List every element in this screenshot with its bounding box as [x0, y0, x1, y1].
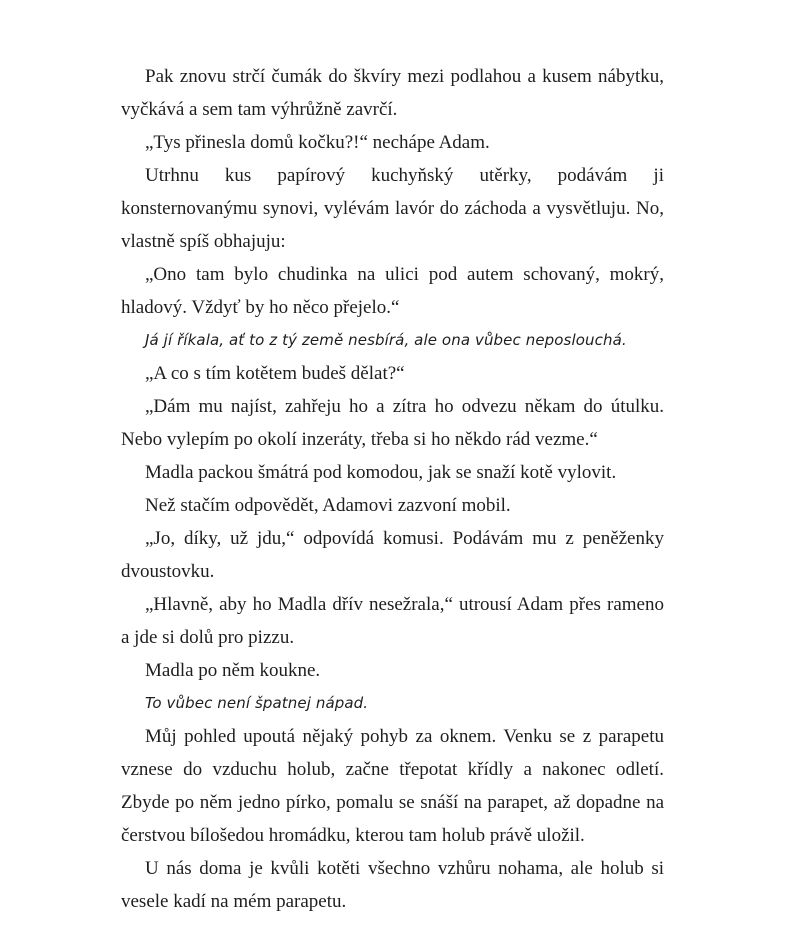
paragraph: Madla po něm koukne. — [145, 660, 321, 681]
paragraph: Než stačím odpovědět, Adamovi zazvoní mobil. — [145, 495, 511, 516]
paragraph: Utrhnu kus papírový kuchyňský utěrky, podávám ji konsternovanýmu synovi, vylévám lavór do záchoda a vysvětluju. No, vlastně spíš obhajuju: — [121, 165, 664, 252]
book-page-text — [121, 60, 664, 918]
dialogue-paragraph: „Hlavně, aby ho Madla dřív nesežrala,“ utrousí Adam přes rameno a jde si dolů pro pizzu. — [121, 594, 664, 648]
dialogue-paragraph: „Ono tam bylo chudinka na ulici pod autem schovaný, mokrý, hladový. Vždyť by ho něco přejelo.“ — [121, 264, 664, 318]
dialogue-paragraph: „Tys přinesla domů kočku?!“ nechápe Adam. — [145, 132, 490, 153]
paragraph: Můj pohled upoutá nějaký pohyb za oknem. Venku se z parapetu vznese do vzduchu holub, začne třepotat křídly a nakonec odletí. Zbyde po něm jedno pírko, pomalu se snáší na parapet, až dopadne na čerstvou bílošedou hromádku, kterou tam holub právě uložil. — [121, 726, 664, 846]
paragraph: Madla packou šmátrá pod komodou, jak se snaží kotě vylovit. — [145, 462, 617, 483]
paragraph: U nás doma je kvůli kotěti všechno vzhůru nohama, ale holub si vesele kadí na mém parapetu. — [121, 858, 664, 912]
dialogue-paragraph: „A co s tím kotětem budeš dělat?“ — [145, 363, 405, 384]
paragraph: Pak znovu strčí čumák do škvíry mezi podlahou a kusem nábytku, vyčkává a sem tam výhrůžně zavrčí. — [121, 66, 664, 120]
dialogue-paragraph: „Jo, díky, už jdu,“ odpovídá komusi. Podávám mu z peněženky dvoustovku. — [121, 528, 664, 582]
dialogue-paragraph: „Dám mu najíst, zahřeju ho a zítra ho odvezu někam do útulku. Nebo vylepím po okolí inzeráty, třeba si ho někdo rád vezme.“ — [121, 396, 664, 450]
italic-thought-paragraph: Já jí říkala, ať to z tý země nesbírá, ale ona vůbec neposlouchá. — [145, 331, 627, 349]
italic-thought-paragraph: To vůbec není špatnej nápad. — [145, 694, 369, 712]
